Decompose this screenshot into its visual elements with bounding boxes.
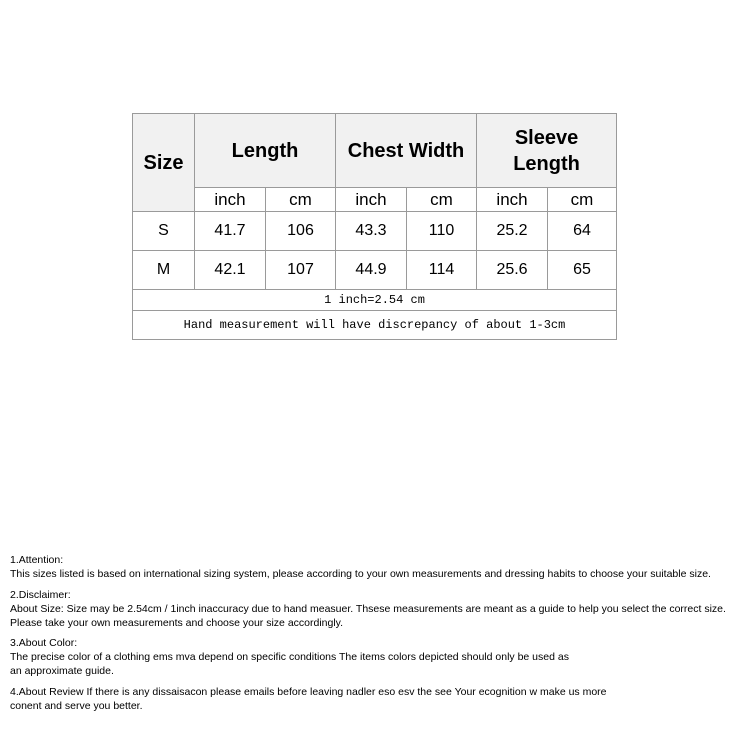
header-row <box>133 114 617 188</box>
sleeve-cm-cell: 65 <box>548 251 617 290</box>
disclaimer-text-2: Please take your own measurements and choose your size accordingly. <box>10 616 344 629</box>
unit-length-inch: inch <box>195 188 266 212</box>
attention-text: This sizes listed is based on international sizing system, please according to your own measurements and dressing habits to choose your suitable size. <box>10 568 711 580</box>
chest-width-header: Chest Width <box>336 114 477 188</box>
length-inch-cell: 41.7 <box>195 212 266 251</box>
unit-length-cm: cm <box>266 188 336 212</box>
color-text-1: The precise color of a clothing ems mva depend on specific conditions The items colors depicted should only be used as <box>10 651 569 663</box>
length-header: Length <box>195 114 336 188</box>
unit-row <box>133 188 617 212</box>
conversion-row <box>133 290 617 311</box>
chest-inch-cell: 43.3 <box>336 212 407 251</box>
size-header: Size <box>133 114 195 212</box>
size-chart-table <box>132 113 617 340</box>
sleeve-length-header-line1: Sleeve <box>514 126 579 149</box>
chest-cm-cell: 114 <box>407 251 477 290</box>
sleeve-cm-cell: 64 <box>548 212 617 251</box>
unit-chest-inch: inch <box>336 188 407 212</box>
review-note <box>10 685 745 713</box>
review-text-2: conent and serve you better. <box>10 699 143 712</box>
sleeve-inch-cell: 25.6 <box>477 251 548 290</box>
length-cm-cell: 107 <box>266 251 336 290</box>
chest-cm-cell: 110 <box>407 212 477 251</box>
color-note <box>10 636 745 678</box>
sleeve-length-header-line2: Length <box>513 152 580 175</box>
disclaimer-title: 2.Disclaimer: <box>10 588 71 601</box>
disclaimer-text-1: About Size: Size may be 2.54cm / 1inch inaccuracy due to hand measuer. Thsese measurements are meant as a guide to help you select the correct size. <box>10 602 726 615</box>
size-cell: M <box>133 251 195 290</box>
unit-sleeve-cm: cm <box>548 188 617 212</box>
conversion-note: 1 inch=2.54 cm <box>133 290 617 311</box>
table-row <box>133 251 617 290</box>
measurement-row <box>133 311 617 340</box>
unit-sleeve-inch: inch <box>477 188 548 212</box>
attention-note <box>10 553 745 581</box>
measurement-note: Hand measurement will have discrepancy of about 1-3cm <box>133 311 617 340</box>
table-row <box>133 212 617 251</box>
sleeve-inch-cell: 25.2 <box>477 212 548 251</box>
color-text-2: an approximate guide. <box>10 665 114 677</box>
notes-section <box>10 553 745 719</box>
unit-chest-cm: cm <box>407 188 477 212</box>
disclaimer-note <box>10 588 745 630</box>
attention-title: 1.Attention: <box>10 554 64 566</box>
sleeve-length-header <box>477 114 617 188</box>
length-inch-cell: 42.1 <box>195 251 266 290</box>
color-title: 3.About Color: <box>10 637 78 649</box>
chest-inch-cell: 44.9 <box>336 251 407 290</box>
review-text-1: 4.About Review If there is any dissaisacon please emails before leaving nadler eso esv the see Your ecognition w make us more <box>10 685 607 698</box>
length-cm-cell: 106 <box>266 212 336 251</box>
size-cell: S <box>133 212 195 251</box>
